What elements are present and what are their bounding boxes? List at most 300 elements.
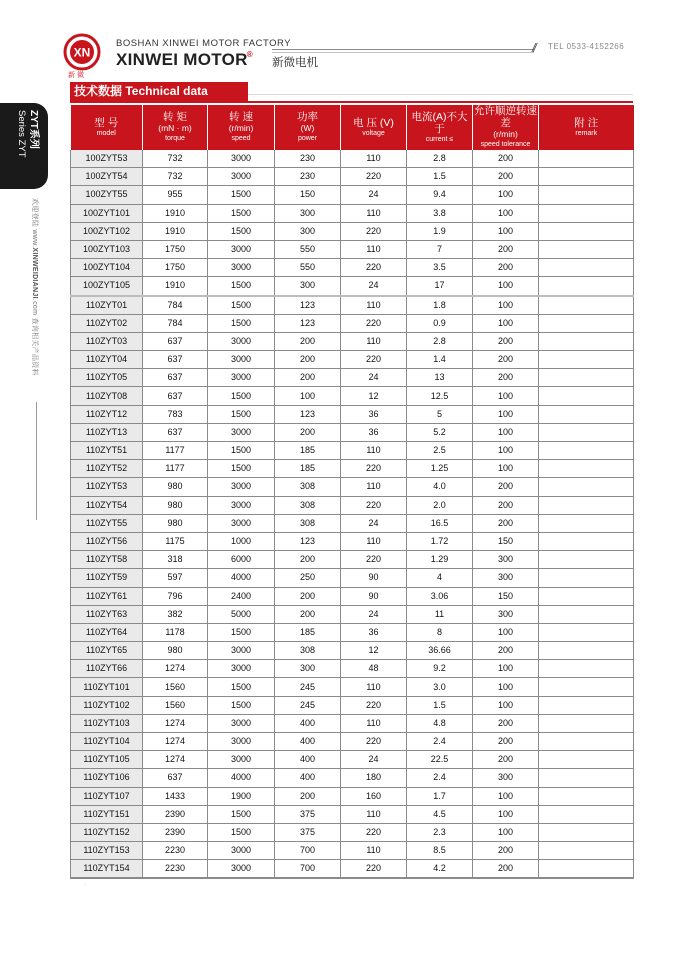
table-cell: 24 xyxy=(341,751,407,769)
model-cell: 110ZYT65 xyxy=(71,642,143,660)
table-cell xyxy=(539,714,634,732)
table-cell: 637 xyxy=(143,769,208,787)
model-cell: 100ZYT53 xyxy=(71,150,143,168)
table-cell: 110 xyxy=(341,240,407,258)
table-cell: 100 xyxy=(473,186,539,204)
registered-mark-icon: ® xyxy=(246,50,253,59)
table-header-row xyxy=(71,105,634,150)
table-cell: 150 xyxy=(473,587,539,605)
table-cell: 200 xyxy=(473,751,539,769)
column-header xyxy=(407,105,473,150)
table-cell: 4.2 xyxy=(407,860,473,878)
footer-mark: · xyxy=(84,882,86,888)
table-cell: 3000 xyxy=(208,351,275,369)
table-cell: 2390 xyxy=(143,805,208,823)
table-cell: 1175 xyxy=(143,532,208,550)
model-cell: 110ZYT12 xyxy=(71,405,143,423)
table-cell: 100 xyxy=(473,204,539,222)
table-cell: 382 xyxy=(143,605,208,623)
table-cell: 4 xyxy=(407,569,473,587)
column-header-unit: (W) xyxy=(300,123,315,133)
table-cell: 9.2 xyxy=(407,660,473,678)
table-cell: 11 xyxy=(407,605,473,623)
table-cell xyxy=(539,842,634,860)
column-header xyxy=(473,105,539,150)
table-cell: 3000 xyxy=(208,514,275,532)
model-cell: 110ZYT53 xyxy=(71,478,143,496)
table-row xyxy=(71,532,634,550)
table-cell: 110 xyxy=(341,805,407,823)
table-cell: 0.9 xyxy=(407,314,473,332)
table-cell xyxy=(539,678,634,696)
table-cell: 110 xyxy=(341,332,407,350)
table-cell: 24 xyxy=(341,514,407,532)
model-cell: 110ZYT51 xyxy=(71,442,143,460)
table-cell: 110 xyxy=(341,678,407,696)
table-row xyxy=(71,714,634,732)
table-cell: 200 xyxy=(473,496,539,514)
table-cell: 1500 xyxy=(208,823,275,841)
table-cell: 1500 xyxy=(208,623,275,641)
table-cell: 1910 xyxy=(143,204,208,222)
table-cell xyxy=(539,733,634,751)
table-row xyxy=(71,442,634,460)
table-cell: 230 xyxy=(275,168,341,186)
model-cell: 110ZYT58 xyxy=(71,551,143,569)
brand-name-cn: 新微电机 xyxy=(272,57,318,69)
table-cell: 100 xyxy=(473,660,539,678)
table-row xyxy=(71,240,634,258)
table-cell: 700 xyxy=(275,860,341,878)
table-cell: 2.8 xyxy=(407,150,473,168)
table-cell: 1750 xyxy=(143,259,208,277)
table-cell: 200 xyxy=(473,478,539,496)
table-cell: 400 xyxy=(275,769,341,787)
section-title: 技术数据 Technical data xyxy=(70,82,248,101)
model-cell: 100ZYT102 xyxy=(71,222,143,240)
table-cell: 597 xyxy=(143,569,208,587)
side-website-domain: XINWEIDIANJI xyxy=(31,247,38,299)
table-cell: 784 xyxy=(143,296,208,315)
table-cell: 1.5 xyxy=(407,168,473,186)
table-cell xyxy=(539,277,634,296)
table-row xyxy=(71,405,634,423)
table-cell: 1.7 xyxy=(407,787,473,805)
table-cell: 24 xyxy=(341,605,407,623)
column-header-cn: 转 速 xyxy=(229,111,253,123)
table-cell xyxy=(539,605,634,623)
table-cell: 220 xyxy=(341,823,407,841)
column-header-cn: 允许顺逆转速差 xyxy=(474,105,537,129)
table-cell: 100 xyxy=(473,277,539,296)
series-en: Series ZYT xyxy=(16,110,27,158)
svg-text:XN: XN xyxy=(73,45,91,60)
side-website-text xyxy=(30,198,40,376)
table-cell: 100 xyxy=(473,678,539,696)
xinwei-logo xyxy=(63,33,101,71)
table-cell: 3000 xyxy=(208,733,275,751)
column-header xyxy=(275,105,341,150)
table-cell: 1500 xyxy=(208,696,275,714)
table-cell: 16.5 xyxy=(407,514,473,532)
table-cell: 100 xyxy=(473,787,539,805)
table-cell: 100 xyxy=(473,423,539,441)
table-cell: 1900 xyxy=(208,787,275,805)
table-row xyxy=(71,277,634,296)
table-cell: 3000 xyxy=(208,478,275,496)
table-cell: 90 xyxy=(341,569,407,587)
table-cell: 36 xyxy=(341,623,407,641)
table-cell: 220 xyxy=(341,460,407,478)
table-cell: 783 xyxy=(143,405,208,423)
table-cell: 1500 xyxy=(208,277,275,296)
table-row xyxy=(71,551,634,569)
brand-text: XINWEI MOTOR xyxy=(116,50,248,69)
table-cell: 1000 xyxy=(208,532,275,550)
table-cell: 3000 xyxy=(208,860,275,878)
table-cell: 200 xyxy=(473,259,539,277)
table-cell: 100 xyxy=(473,805,539,823)
column-header xyxy=(143,105,208,150)
table-cell: 308 xyxy=(275,478,341,496)
table-cell: 300 xyxy=(473,569,539,587)
table-cell: 300 xyxy=(275,277,341,296)
column-header-cn: 电流(A)不大于 xyxy=(411,110,468,135)
table-cell: 220 xyxy=(341,259,407,277)
table-cell: 123 xyxy=(275,314,341,332)
table-cell: 3.0 xyxy=(407,678,473,696)
column-header-en: power xyxy=(297,135,318,142)
table-cell: 90 xyxy=(341,587,407,605)
table-row xyxy=(71,605,634,623)
model-cell: 110ZYT52 xyxy=(71,460,143,478)
table-cell: 1.9 xyxy=(407,222,473,240)
table-cell: 375 xyxy=(275,805,341,823)
table-cell: 200 xyxy=(473,332,539,350)
table-cell xyxy=(539,296,634,315)
table-bottom-rule xyxy=(70,877,633,878)
table-cell xyxy=(539,168,634,186)
model-cell: 110ZYT01 xyxy=(71,296,143,315)
table-cell: 220 xyxy=(341,496,407,514)
table-cell: 400 xyxy=(275,733,341,751)
table-cell: 796 xyxy=(143,587,208,605)
table-row xyxy=(71,660,634,678)
table-cell: 400 xyxy=(275,714,341,732)
table-cell: 220 xyxy=(341,351,407,369)
model-cell: 110ZYT64 xyxy=(71,623,143,641)
table-row xyxy=(71,369,634,387)
table-cell: 8.5 xyxy=(407,842,473,860)
table-cell: 100 xyxy=(275,387,341,405)
table-row xyxy=(71,478,634,496)
table-row xyxy=(71,787,634,805)
table-cell: 9.4 xyxy=(407,186,473,204)
table-row xyxy=(71,332,634,350)
table-cell: 200 xyxy=(275,787,341,805)
table-cell: 1910 xyxy=(143,222,208,240)
table-cell: 2.3 xyxy=(407,823,473,841)
column-header-en: current ≤ xyxy=(425,135,454,143)
column-header-en: model xyxy=(96,129,116,137)
column-header-cn: 功率 xyxy=(297,111,318,123)
table-cell: 300 xyxy=(275,222,341,240)
model-cell: 100ZYT105 xyxy=(71,277,143,296)
table-cell: 200 xyxy=(473,860,539,878)
column-header xyxy=(341,105,407,150)
table-row xyxy=(71,514,634,532)
table-row xyxy=(71,204,634,222)
table-cell: 110 xyxy=(341,296,407,315)
table-cell: 980 xyxy=(143,496,208,514)
table-cell: 980 xyxy=(143,514,208,532)
table-cell: 4000 xyxy=(208,569,275,587)
model-cell: 100ZYT54 xyxy=(71,168,143,186)
table-cell: 2.4 xyxy=(407,733,473,751)
table-cell xyxy=(539,259,634,277)
table-cell: 400 xyxy=(275,751,341,769)
table-cell: 1910 xyxy=(143,277,208,296)
table-cell: 4.0 xyxy=(407,478,473,496)
column-header-en: voltage xyxy=(362,129,385,137)
table-cell: 1500 xyxy=(208,186,275,204)
table-row xyxy=(71,587,634,605)
table-cell: 1500 xyxy=(208,296,275,315)
table-cell: 110 xyxy=(341,442,407,460)
table-cell: 200 xyxy=(473,733,539,751)
table-cell: 110 xyxy=(341,478,407,496)
table-cell xyxy=(539,405,634,423)
table-cell xyxy=(539,787,634,805)
table-cell: 3000 xyxy=(208,240,275,258)
table-row xyxy=(71,678,634,696)
model-cell: 110ZYT106 xyxy=(71,769,143,787)
table-row xyxy=(71,168,634,186)
table-row xyxy=(71,642,634,660)
model-cell: 110ZYT102 xyxy=(71,696,143,714)
table-row xyxy=(71,222,634,240)
table-cell: 1.4 xyxy=(407,351,473,369)
table-cell: 1500 xyxy=(208,442,275,460)
table-cell: 980 xyxy=(143,478,208,496)
table-cell: 318 xyxy=(143,551,208,569)
table-cell xyxy=(539,532,634,550)
table-cell xyxy=(539,569,634,587)
table-cell: 22.5 xyxy=(407,751,473,769)
table-cell: 2390 xyxy=(143,823,208,841)
table-row xyxy=(71,769,634,787)
table-cell: 24 xyxy=(341,369,407,387)
table-cell xyxy=(539,186,634,204)
column-header-cn: 附 注 xyxy=(574,116,599,129)
table-row xyxy=(71,696,634,714)
table-cell: 200 xyxy=(275,369,341,387)
table-cell xyxy=(539,496,634,514)
table-cell xyxy=(539,222,634,240)
table-cell xyxy=(539,460,634,478)
table-cell: 220 xyxy=(341,551,407,569)
table-cell: 200 xyxy=(275,332,341,350)
column-header-en: speed xyxy=(231,135,251,142)
table-cell: 732 xyxy=(143,168,208,186)
model-cell: 110ZYT54 xyxy=(71,496,143,514)
header-rule-secondary xyxy=(272,52,534,53)
table-cell: 100 xyxy=(473,460,539,478)
table-cell xyxy=(539,805,634,823)
table-cell: 550 xyxy=(275,259,341,277)
table-cell xyxy=(539,369,634,387)
table-cell: 200 xyxy=(275,351,341,369)
table-cell: 200 xyxy=(275,423,341,441)
table-cell: 220 xyxy=(341,222,407,240)
table-cell: 220 xyxy=(341,696,407,714)
table-row xyxy=(71,351,634,369)
table-cell: 110 xyxy=(341,842,407,860)
model-cell: 110ZYT104 xyxy=(71,733,143,751)
table-cell xyxy=(539,696,634,714)
table-cell: 100 xyxy=(473,823,539,841)
column-header-unit: (r/min) xyxy=(228,123,254,133)
column-header xyxy=(71,105,143,150)
table-cell: 1.25 xyxy=(407,460,473,478)
table-cell: 300 xyxy=(473,769,539,787)
table-cell: 1.72 xyxy=(407,532,473,550)
model-cell: 110ZYT107 xyxy=(71,787,143,805)
header-rule xyxy=(272,49,534,50)
table-cell: 1177 xyxy=(143,442,208,460)
table-cell xyxy=(539,860,634,878)
table-cell: 732 xyxy=(143,150,208,168)
table-cell: 3000 xyxy=(208,369,275,387)
table-cell: 150 xyxy=(473,532,539,550)
table-cell: 12.5 xyxy=(407,387,473,405)
table-cell: 308 xyxy=(275,514,341,532)
table-cell: 200 xyxy=(473,714,539,732)
table-cell: 1.8 xyxy=(407,296,473,315)
table-cell xyxy=(539,150,634,168)
table-cell: 3000 xyxy=(208,714,275,732)
model-cell: 110ZYT152 xyxy=(71,823,143,841)
table-cell: 220 xyxy=(341,860,407,878)
table-cell: 3000 xyxy=(208,259,275,277)
table-cell: 250 xyxy=(275,569,341,587)
factory-name: BOSHAN XINWEI MOTOR FACTORY xyxy=(116,38,292,49)
model-cell: 110ZYT151 xyxy=(71,805,143,823)
table-cell: 2230 xyxy=(143,842,208,860)
table-cell: 100 xyxy=(473,442,539,460)
table-row xyxy=(71,150,634,168)
column-header-unit: (mN · m) xyxy=(158,123,192,133)
model-cell: 110ZYT153 xyxy=(71,842,143,860)
table-cell: 1500 xyxy=(208,405,275,423)
table-cell: 2230 xyxy=(143,860,208,878)
table-cell xyxy=(539,442,634,460)
column-header xyxy=(208,105,275,150)
table-cell: 6000 xyxy=(208,551,275,569)
table-cell: 100 xyxy=(473,222,539,240)
logo-caption: 新微 xyxy=(68,72,86,79)
table-cell: 1178 xyxy=(143,623,208,641)
table-cell xyxy=(539,551,634,569)
table-cell: 200 xyxy=(275,587,341,605)
column-header-unit: (r/min) xyxy=(493,129,518,139)
table-cell: 3000 xyxy=(208,842,275,860)
table-row xyxy=(71,296,634,315)
table-cell: 185 xyxy=(275,623,341,641)
table-cell: 3000 xyxy=(208,496,275,514)
table-cell: 1500 xyxy=(208,204,275,222)
table-cell: 200 xyxy=(473,168,539,186)
model-cell: 110ZYT59 xyxy=(71,569,143,587)
table-cell xyxy=(539,642,634,660)
model-cell: 110ZYT105 xyxy=(71,751,143,769)
table-cell: 1500 xyxy=(208,805,275,823)
table-cell: 230 xyxy=(275,150,341,168)
table-cell: 1274 xyxy=(143,751,208,769)
table-cell: 36 xyxy=(341,423,407,441)
table-cell: 4000 xyxy=(208,769,275,787)
table-cell: 1500 xyxy=(208,222,275,240)
table-row xyxy=(71,387,634,405)
table-row xyxy=(71,842,634,860)
table-cell xyxy=(539,314,634,332)
table-row xyxy=(71,623,634,641)
table-cell: 3000 xyxy=(208,660,275,678)
table-cell: 12 xyxy=(341,642,407,660)
table-cell: 200 xyxy=(275,605,341,623)
model-cell: 110ZYT13 xyxy=(71,423,143,441)
table-cell xyxy=(539,204,634,222)
model-cell: 110ZYT55 xyxy=(71,514,143,532)
table-cell: 1560 xyxy=(143,696,208,714)
table-cell: 200 xyxy=(473,842,539,860)
table-row xyxy=(71,569,634,587)
table-row xyxy=(71,823,634,841)
model-cell: 110ZYT04 xyxy=(71,351,143,369)
table-cell: 110 xyxy=(341,714,407,732)
technical-data-table xyxy=(70,105,634,879)
table-cell: 24 xyxy=(341,277,407,296)
column-header xyxy=(539,105,634,150)
table-cell: 3.5 xyxy=(407,259,473,277)
table-cell: 100 xyxy=(473,296,539,315)
model-cell: 110ZYT02 xyxy=(71,314,143,332)
table-cell: 308 xyxy=(275,642,341,660)
table-row xyxy=(71,186,634,204)
table-cell: 5 xyxy=(407,405,473,423)
table-cell: 2.8 xyxy=(407,332,473,350)
table-cell: 4.8 xyxy=(407,714,473,732)
table-cell: 1750 xyxy=(143,240,208,258)
table-row xyxy=(71,460,634,478)
table-cell: 200 xyxy=(473,369,539,387)
table-cell: 1433 xyxy=(143,787,208,805)
table-cell: 3.8 xyxy=(407,204,473,222)
table-cell: 48 xyxy=(341,660,407,678)
table-cell: 1274 xyxy=(143,733,208,751)
model-cell: 110ZYT63 xyxy=(71,605,143,623)
table-cell: 1274 xyxy=(143,714,208,732)
table-cell xyxy=(539,514,634,532)
table-cell: 5.2 xyxy=(407,423,473,441)
table-row xyxy=(71,805,634,823)
table-cell: 17 xyxy=(407,277,473,296)
table-cell: 637 xyxy=(143,332,208,350)
table-row xyxy=(71,314,634,332)
model-cell: 110ZYT154 xyxy=(71,860,143,878)
table-cell: 550 xyxy=(275,240,341,258)
table-cell xyxy=(539,387,634,405)
